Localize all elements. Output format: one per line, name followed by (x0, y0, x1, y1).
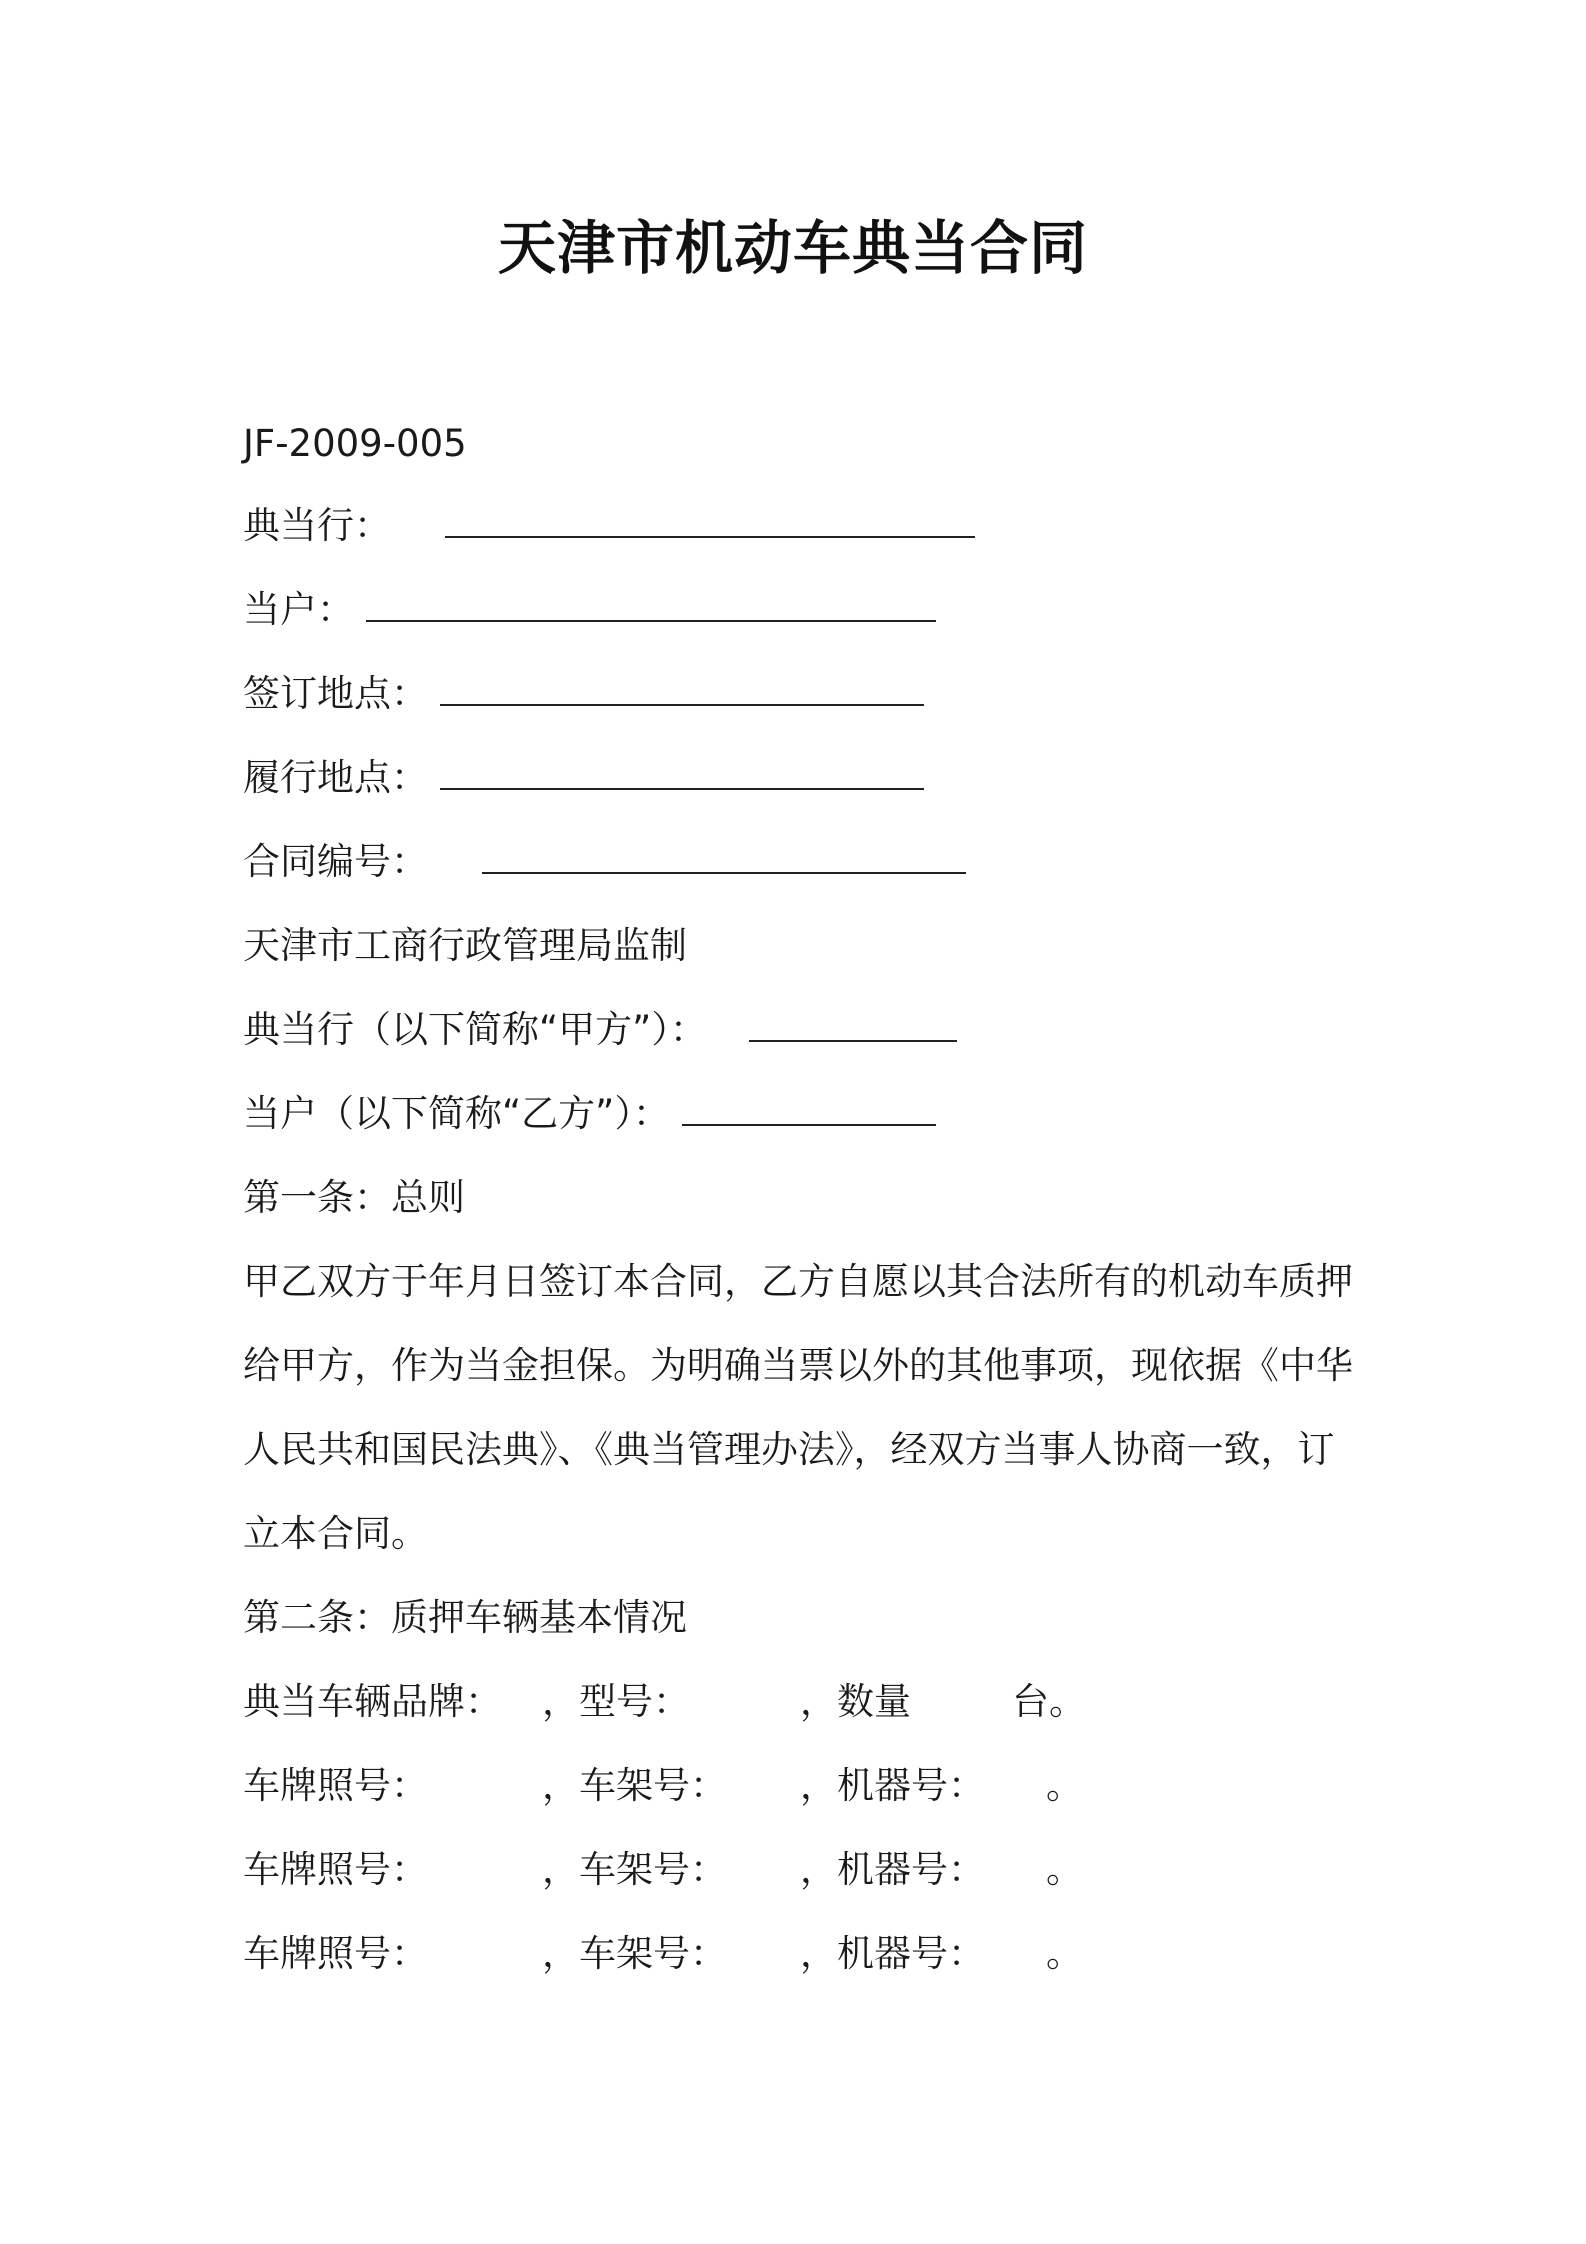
contract-number-field (243, 836, 966, 888)
pawner-field (243, 584, 936, 636)
party-a-field (243, 1004, 957, 1056)
frame-label: ，车架号： (542, 1932, 727, 1975)
party-b-label: 当户（以下简称“乙方”）： (243, 1092, 670, 1135)
plate-label: 车牌照号： (243, 1932, 428, 1975)
performance-place-blank[interactable] (440, 752, 924, 790)
engine-label: ，机器号： (800, 1932, 985, 1975)
signing-place-blank[interactable] (440, 668, 924, 706)
pawner-blank[interactable] (366, 584, 936, 622)
performance-place-label: 履行地点： (243, 756, 428, 799)
party-a-label: 典当行（以下简称“甲方”）： (243, 1008, 707, 1051)
page-title: 天津市机动车典当合同 (497, 214, 1088, 282)
pawnshop-field (243, 500, 975, 552)
party-b-blank[interactable] (682, 1088, 936, 1126)
pawnshop-label: 典当行： (243, 504, 391, 547)
supervisor-note: 天津市工商行政管理局监制 (243, 924, 687, 967)
frame-label: ，车架号： (542, 1848, 727, 1891)
pawner-label: 当户： (243, 588, 354, 631)
row-end: 。 (1046, 1848, 1083, 1891)
signing-place-label: 签订地点： (243, 672, 428, 715)
quantity-unit: 台。 (1012, 1680, 1086, 1723)
engine-label: ，机器号： (800, 1764, 985, 1807)
quantity-label: ，数量 (800, 1680, 911, 1723)
pawnshop-blank[interactable] (445, 500, 975, 538)
party-b-field (243, 1088, 936, 1140)
engine-label: ，机器号： (800, 1848, 985, 1891)
article2-heading: 第二条：质押车辆基本情况 (243, 1596, 687, 1639)
performance-place-field (243, 752, 924, 804)
article1-heading: 第一条：总则 (243, 1176, 465, 1219)
plate-label: 车牌照号： (243, 1764, 428, 1807)
frame-label: ，车架号： (542, 1764, 727, 1807)
plate-label: 车牌照号： (243, 1848, 428, 1891)
doc-code: JF-2009-005 (243, 422, 467, 465)
row-end: 。 (1046, 1764, 1083, 1807)
row-end: 。 (1046, 1932, 1083, 1975)
contract-number-label: 合同编号： (243, 840, 428, 883)
contract-number-blank[interactable] (482, 836, 966, 874)
model-label: ，型号： (542, 1680, 690, 1723)
brand-label: 典当车辆品牌： (243, 1680, 502, 1723)
party-a-blank[interactable] (749, 1004, 957, 1042)
article1-body: 甲乙双方于年月日签订本合同，乙方自愿以其合法所有的机动车质押给甲方，作为当金担保。为明确当票以外的其他事项，现依据《中华人民共和国民法典》、《典当管理办法》，经双方当事人协商一致，订立本合同。 (243, 1260, 1353, 1555)
signing-place-field (243, 668, 924, 720)
